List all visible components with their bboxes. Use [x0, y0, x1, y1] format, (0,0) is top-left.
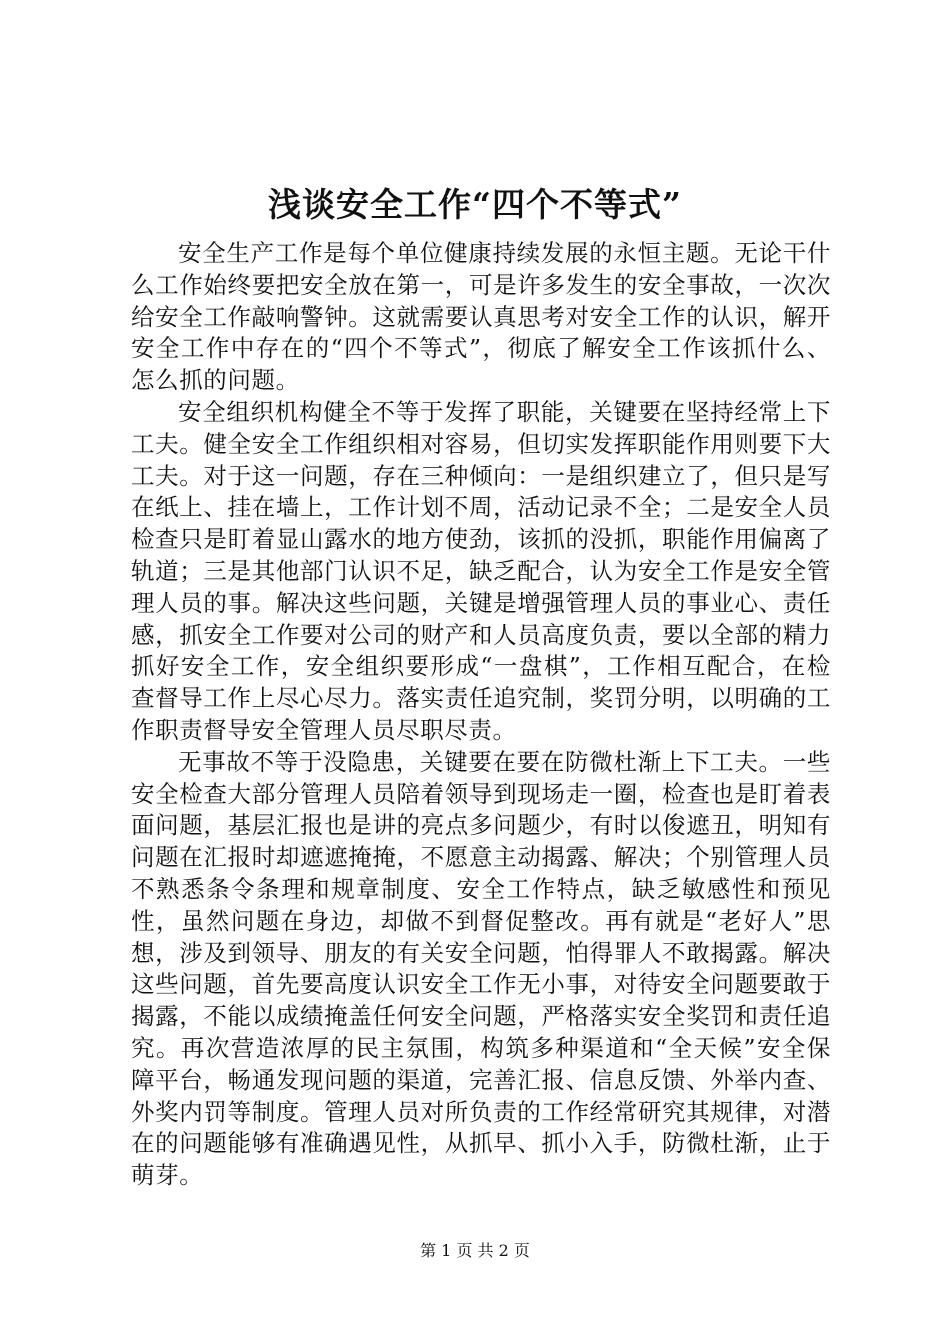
document-body	[131, 238, 831, 1192]
paragraph-intro: 安全生产工作是每个单位健康持续发展的永恒主题。无论干什么工作始终要把安全放在第一，可是许多发生的安全事故，一次次给安全工作敲响警钟。这就需要认真思考对安全工作的认识，解开安全工作中存在的“四个不等式”，彻底了解安全工作该抓什么、怎么抓的问题。	[131, 239, 831, 395]
paragraph-organization: 安全组织机构健全不等于发挥了职能，关键要在坚持经常上下工夫。健全安全工作组织相对容易，但切实发挥职能作用则要下大工夫。对于这一问题，存在三种倾向：一是组织建立了，但只是写在纸上、挂在墙上，工作计划不周，活动记录不全；二是安全人员检查只是盯着显山露水的地方使劲，该抓的没抓，职能作用偏离了轨道；三是其他部门认识不足，缺乏配合，认为安全工作是安全管理人员的事。解决这些问题，关键是增强管理人员的事业心、责任感，抓安全工作要对公司的财产和人员高度负责，要以全部的精力抓好安全工作，安全组织要形成“一盘棋”，工作相互配合，在检查督导工作上尽心尽力。落实责任追究制，奖罚分明，以明确的工作职责督导安全管理人员尽职尽责。	[131, 397, 831, 744]
document-title: 浅谈安全工作“四个不等式”	[268, 185, 682, 224]
paragraph-hidden-dangers: 无事故不等于没隐患，关键要在要在防微杜渐上下工夫。一些安全检查大部分管理人员陪着领导到现场走一圈，检查也是盯着表面问题，基层汇报也是讲的亮点多问题少，有时以俊遮丑，明知有问题在汇报时却遮遮掩掩，不愿意主动揭露、解决；个别管理人员不熟悉条令条理和规章制度、安全工作特点，缺乏敏感性和预见性，虽然问题在身边，却做不到督促整改。再有就是“老好人”思想，涉及到领导、朋友的有关安全问题，怕得罪人不敢揭露。解决这些问题，首先要高度认识安全工作无小事，对待安全问题要敢于揭露，不能以成绩掩盖任何安全问题，严格落实安全奖罚和责任追究。再次营造浓厚的民主氛围，构筑多种渠道和“全天候”安全保障平台，畅通发现问题的渠道，完善汇报、信息反馈、外举内查、外奖内罚等制度。管理人员对所负责的工作经常研究其规律，对潜在的问题能够有准确遇见性，从抓早、抓小入手，防微杜渐，止于萌芽。	[131, 747, 831, 1190]
page-footer: 第 1 页 共 2 页	[420, 1241, 530, 1260]
